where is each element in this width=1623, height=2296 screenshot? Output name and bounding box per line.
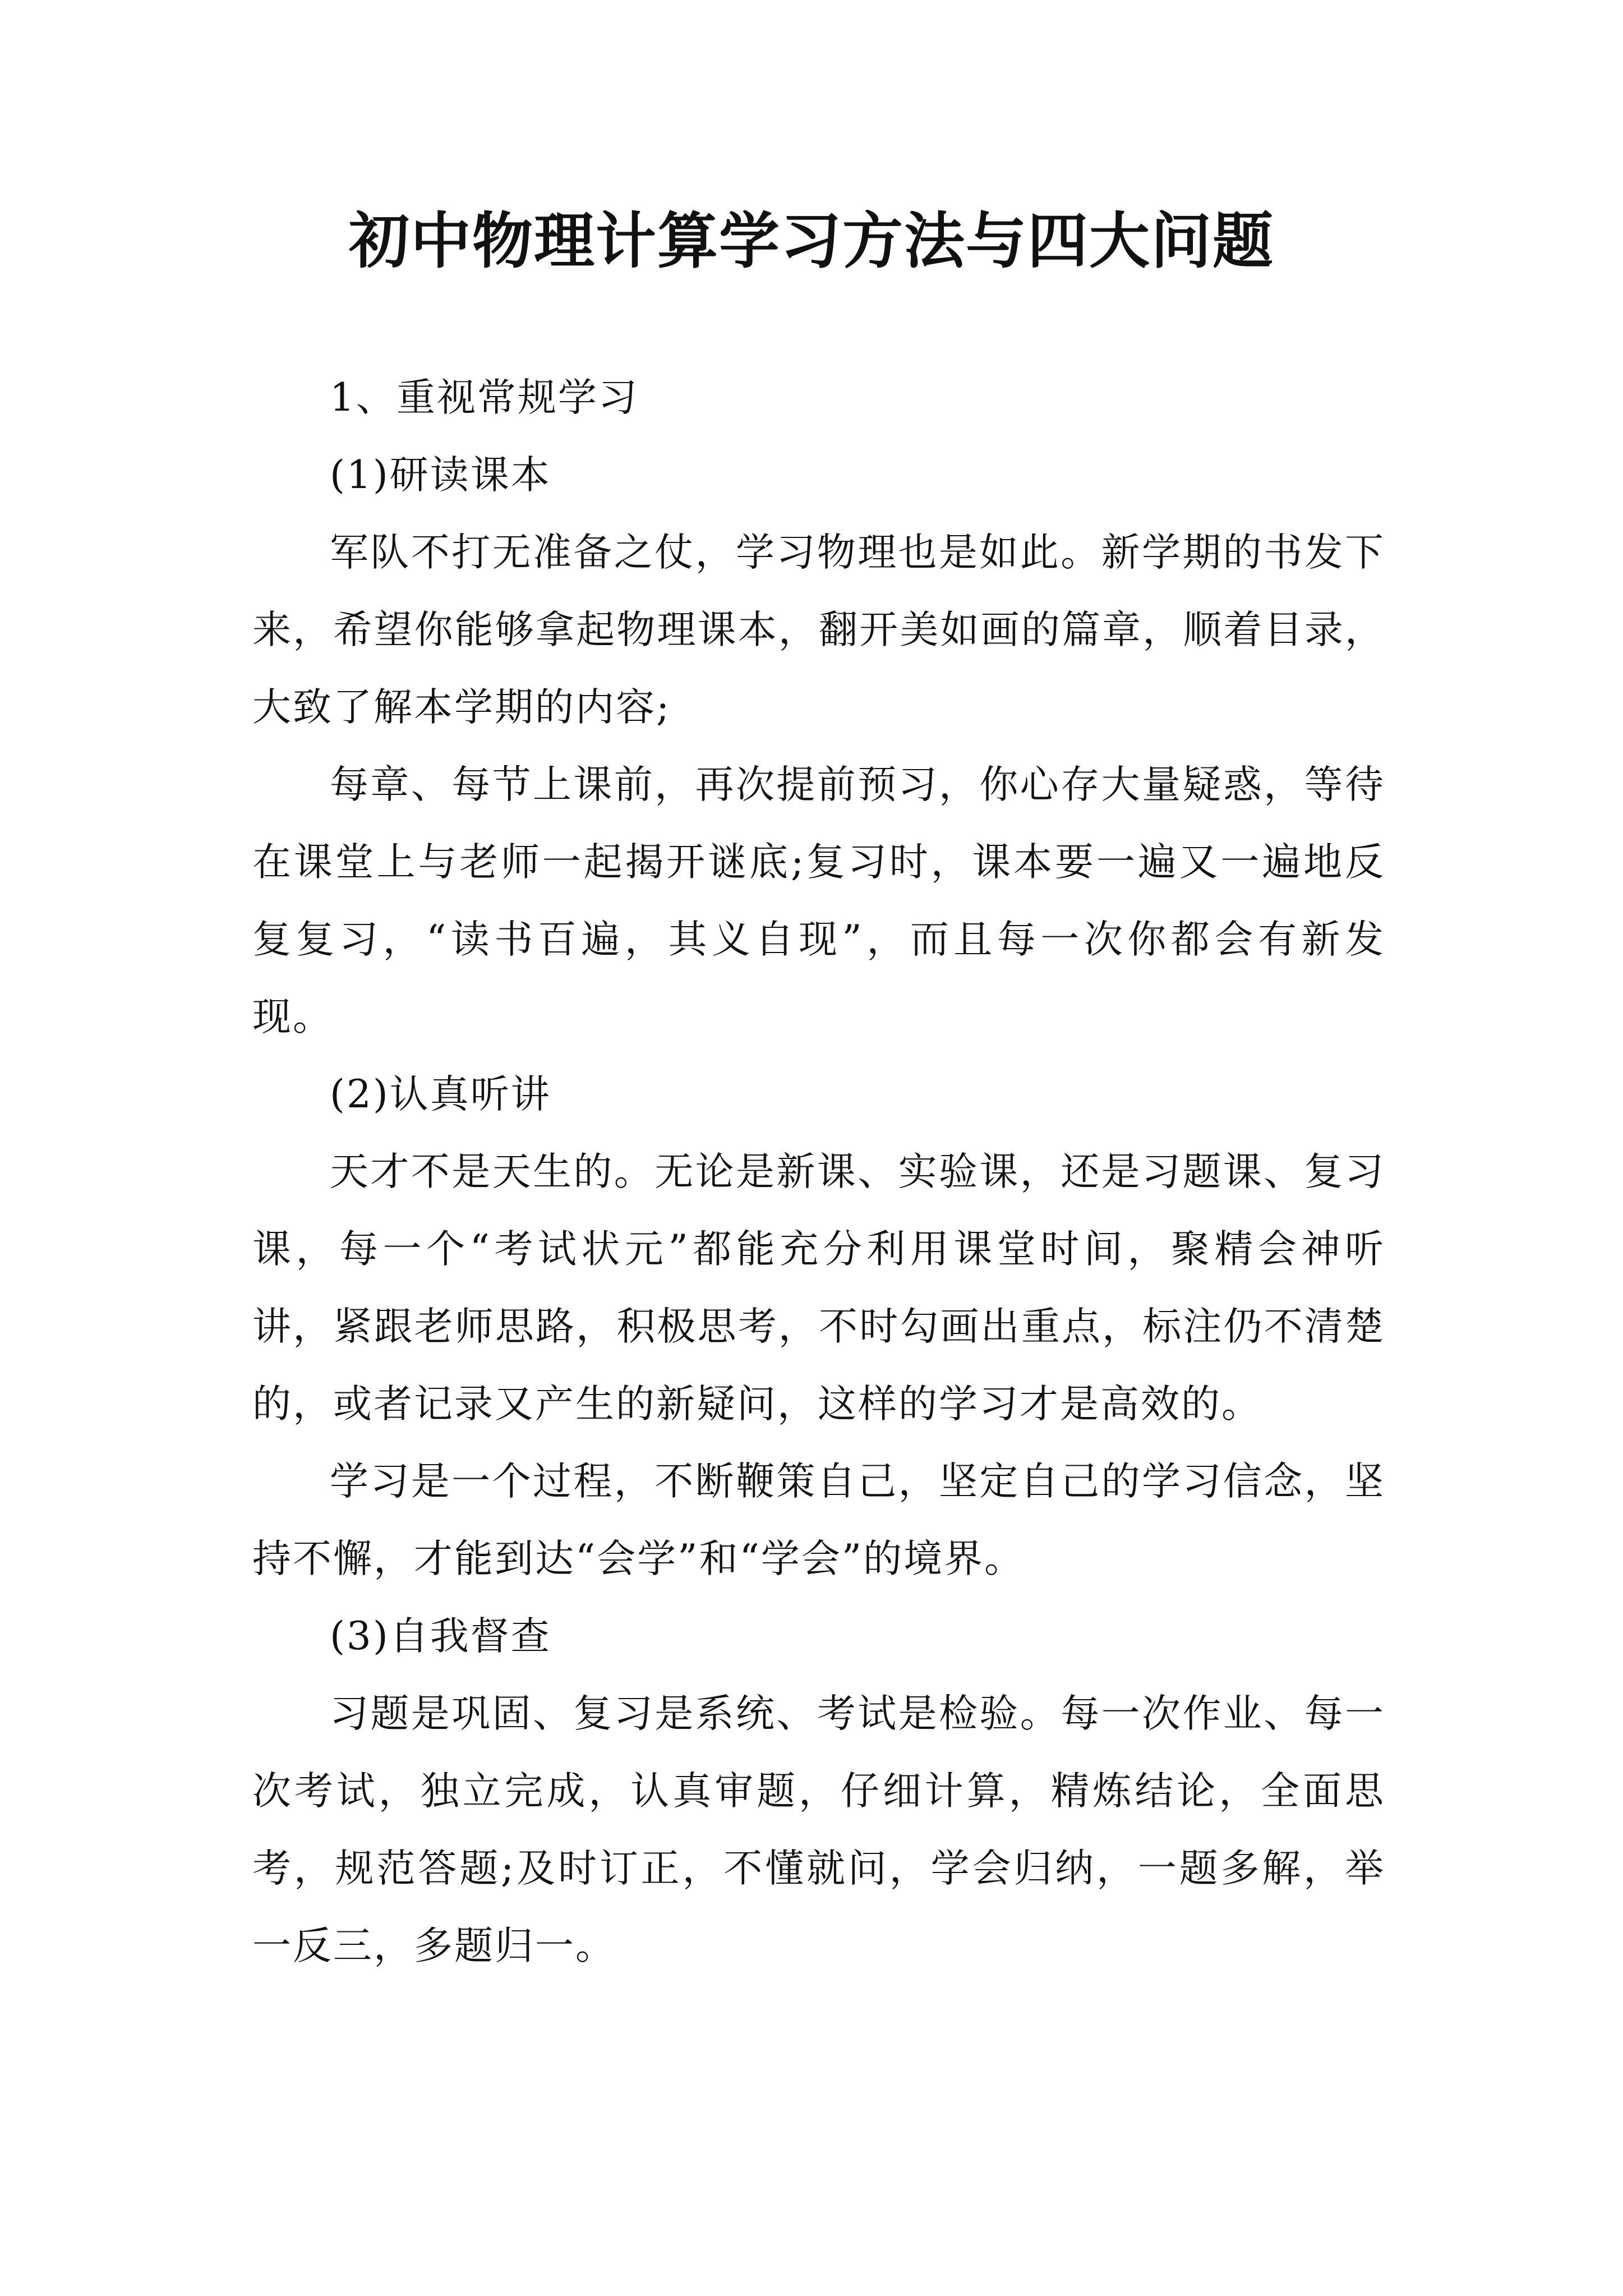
subsection-heading: (1)研读课本 bbox=[330, 453, 551, 498]
body-paragraph: 天才不是天生的。无论是新课、实验课，还是习题课、复习课，每一个“考试状元”都能充分利用课堂时间，聚精会神听讲，紧跟老师思路，积极思考，不时勾画出重点，标注仍不清楚的，或者记录又产生的新疑问，这样的学习才是高效的。 bbox=[252, 1149, 1385, 1427]
subsection-heading: (2)认真听讲 bbox=[330, 1072, 551, 1117]
section-heading: 1、重视常规学习 bbox=[330, 375, 639, 420]
body-paragraph: 军队不打无准备之仗，学习物理也是如此。新学期的书发下来，希望你能够拿起物理课本，翻开美如画的篇章，顺着目录，大致了解本学期的内容; bbox=[252, 530, 1385, 730]
body-paragraph: 学习是一个过程，不断鞭策自己，坚定自己的学习信念，坚持不懈，才能到达“会学”和“学会”的境界。 bbox=[252, 1459, 1385, 1581]
body-paragraph: 习题是巩固、复习是系统、考试是检验。每一次作业、每一次考试，独立完成，认真审题，仔细计算，精炼结论，全面思考，规范答题;及时订正，不懂就问，学会归纳，一题多解，举一反三，多题归一。 bbox=[252, 1691, 1385, 1968]
body-paragraph: 每章、每节上课前，再次提前预习，你心存大量疑惑，等待在课堂上与老师一起揭开谜底;复习时，课本要一遍又一遍地反复复习，“读书百遍，其义自现”，而且每一次你都会有新发现。 bbox=[252, 762, 1385, 1039]
subsection-heading: (3)自我督查 bbox=[330, 1614, 551, 1659]
document-title: 初中物理计算学习方法与四大问题 bbox=[348, 206, 1274, 277]
document-body bbox=[252, 359, 1385, 1985]
